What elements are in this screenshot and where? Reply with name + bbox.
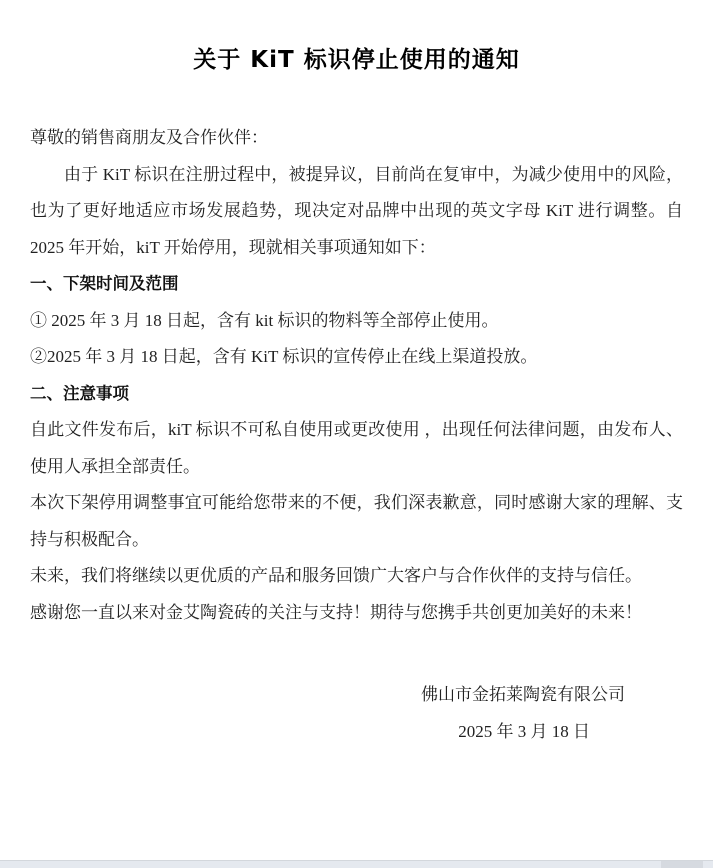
- body-paragraph-liability: 自此文件发布后，kiT 标识不可私自使用或更改使用 ，出现任何法律问题，由发布人、使用人承担全部责任。: [30, 420, 683, 476]
- body-paragraph-thanks: 感谢您一直以来对金艾陶瓷砖的关注与支持！期待与您携手共创更加美好的未来！: [30, 602, 642, 622]
- body-paragraph-future: 未来，我们将继续以更优质的产品和服务回馈广大客户与合作伙伴的支持与信任。: [30, 566, 642, 585]
- section-heading-scope: 一、下架时间及范围: [30, 274, 179, 293]
- notice-body: [30, 120, 683, 750]
- signature-date: 2025 年 3 月 18 日: [458, 721, 590, 741]
- window-bottom-edge: [0, 860, 713, 868]
- notice-item-2: ②2025 年 3 月 18 日起，含有 KiT 标识的宣传停止在线上渠道投放。: [30, 347, 538, 366]
- signature-company: 佛山市金拓莱陶瓷有限公司: [421, 685, 625, 704]
- greeting-line: 尊敬的销售商朋友及合作伙伴：: [30, 128, 268, 147]
- notice-item-1: ① 2025 年 3 月 18 日起，含有 kit 标识的物料等全部停止使用。: [30, 310, 499, 330]
- intro-paragraph: 由于 KiT 标识在注册过程中，被提异议，目前尚在复审中，为减少使用中的风险，也为了更好地适应市场发展趋势，现决定对品牌中出现的英文字母 KiT 进行调整。自 2025 年开始，kiT 开始停用，现就相关事项通知如下：: [30, 164, 683, 257]
- notice-title: 关于 KiT 标识停止使用的通知: [193, 47, 520, 73]
- signature-block: [30, 677, 683, 750]
- body-paragraph-apology: 本次下架停用调整事宜可能给您带来的不便，我们深表歉意，同时感谢大家的理解、支持与积极配合。: [30, 493, 683, 549]
- section-heading-precautions: 二、注意事项: [30, 383, 129, 403]
- window-bottom-edge-patch: [661, 861, 703, 868]
